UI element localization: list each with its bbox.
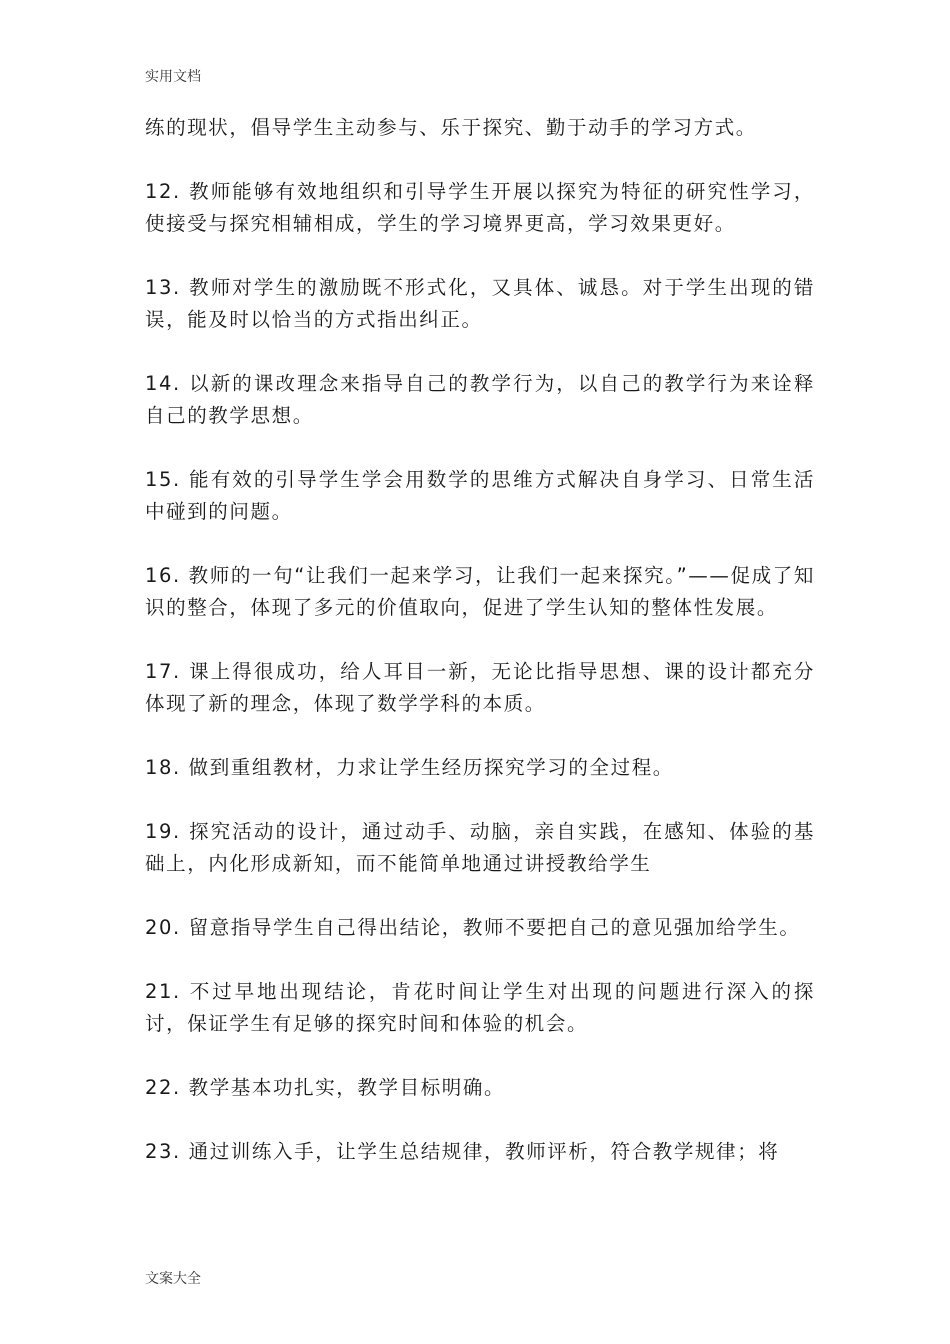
paragraph-item-18: 18. 做到重组教材，力求让学生经历探究学习的全过程。 — [145, 756, 674, 779]
paragraph-item-23: 23. 通过训练入手，让学生总结规律，教师评析，符合教学规律；将 — [145, 1140, 780, 1163]
page-footer: 文案大全 — [145, 1271, 201, 1287]
paragraph-item-19: 19. 探究活动的设计，通过动手、动脑，亲自实践，在感知、体验的基础上，内化形成新知，而不能简单地通过讲授教给学生 — [145, 820, 815, 875]
paragraph-continuation: 练的现状，倡导学生主动参与、乐于探究、勤于动手的学习方式。 — [145, 116, 757, 139]
paragraph-item-22: 22. 教学基本功扎实，教学目标明确。 — [145, 1076, 506, 1099]
paragraph-item-15: 15. 能有效的引导学生学会用数学的思维方式解决自身学习、日常生活中碰到的问题。 — [145, 468, 815, 523]
document-body — [145, 112, 815, 1200]
page-header: 实用文档 — [145, 69, 201, 85]
paragraph-item-14: 14. 以新的课改理念来指导自己的教学行为，以自己的教学行为来诠释自己的教学思想。 — [145, 372, 815, 427]
paragraph-item-16: 16. 教师的一句“让我们一起来学习，让我们一起来探究。”——促成了知识的整合，体现了多元的价值取向，促进了学生认知的整体性发展。 — [145, 564, 815, 619]
paragraph-item-17: 17. 课上得很成功，给人耳目一新，无论比指导思想、课的设计都充分体现了新的理念，体现了数学学科的本质。 — [145, 660, 815, 715]
paragraph-item-13: 13. 教师对学生的激励既不形式化，又具体、诚恳。对于学生出现的错误，能及时以恰当的方式指出纠正。 — [145, 276, 815, 331]
paragraph-item-21: 21. 不过早地出现结论，肯花时间让学生对出现的问题进行深入的探讨，保证学生有足够的探究时间和体验的机会。 — [145, 980, 815, 1035]
paragraph-item-12: 12. 教师能够有效地组织和引导学生开展以探究为特征的研究性学习，使接受与探究相辅相成，学生的学习境界更高，学习效果更好。 — [145, 180, 815, 235]
paragraph-item-20: 20. 留意指导学生自己得出结论，教师不要把自己的意见强加给学生。 — [145, 916, 801, 939]
